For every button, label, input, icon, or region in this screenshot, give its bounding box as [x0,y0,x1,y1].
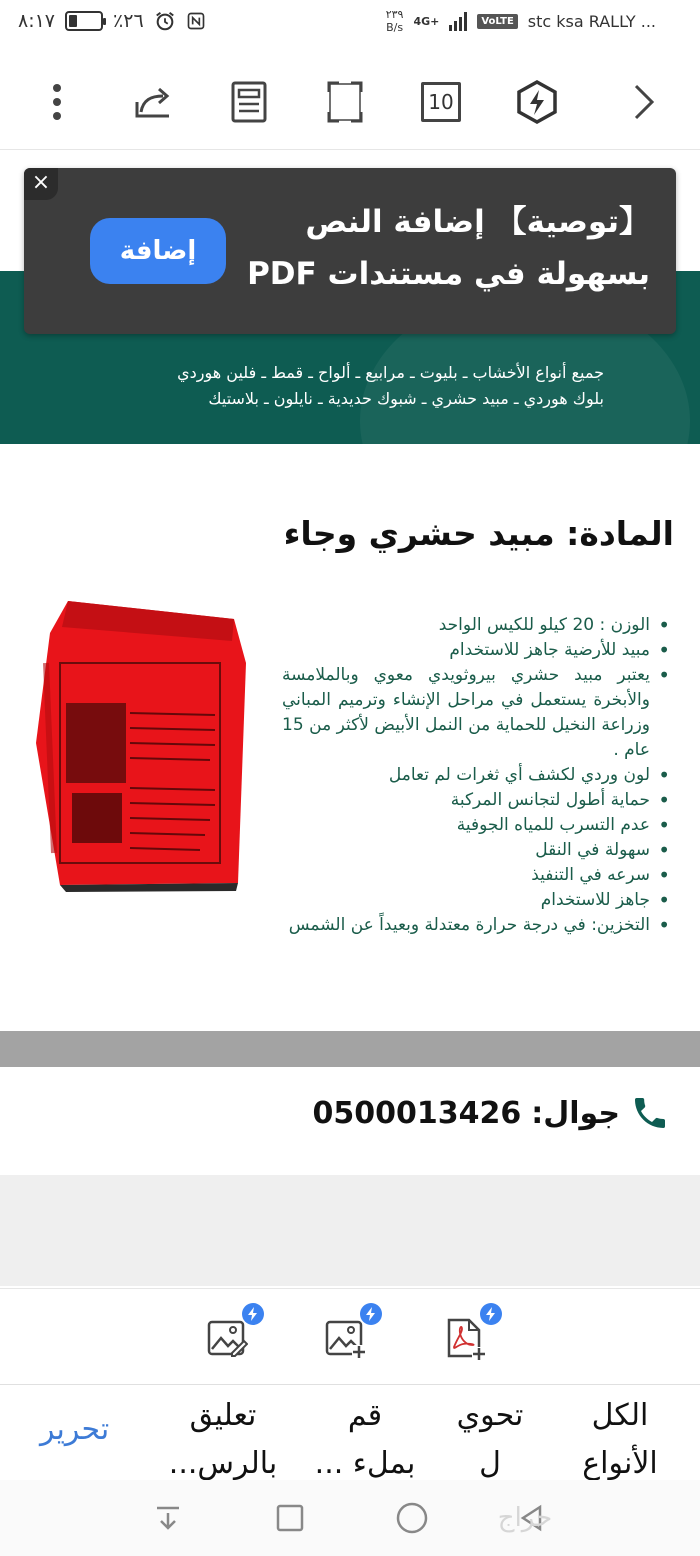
suggestion-line: بالرس... [168,1446,278,1480]
bolt-icon [480,1303,502,1325]
edit-tools-bar [0,1288,700,1385]
image-edit-icon[interactable] [206,1317,256,1367]
promo-banner [24,168,676,334]
suggestion-word[interactable] [560,1392,680,1480]
close-icon[interactable]: × [24,168,58,200]
hero-line-1: جميع أنواع الأخشاب ـ بليوت ـ مرابيع ـ ألواح ـ قمط ـ فلين هوردي [177,363,604,382]
material-title: المادة: مبيد حشري وجاء [283,514,674,553]
suggestion-word[interactable] [300,1392,430,1480]
spec-item: • التخزين: في درجة حرارة معتدلة وبعيداً عن الشمس [282,913,674,938]
net-speed-value: ٢٣٩ [385,8,404,21]
suggestion-word[interactable] [168,1392,278,1480]
signal-icon [449,11,467,31]
volte-badge: VoLTE [477,14,517,29]
edit-text-button[interactable]: تحرير [40,1412,110,1447]
bolt-icon [360,1303,382,1325]
suggestion-word[interactable] [440,1392,540,1480]
image-add-icon[interactable] [324,1317,374,1367]
share-icon[interactable] [128,77,178,127]
recents-icon[interactable] [270,1498,310,1538]
page-count: 10 [421,82,461,122]
suggestion-line: الكل [591,1398,649,1433]
alarm-icon [154,10,176,32]
pdf-toolbar [0,55,700,150]
net-speed [386,8,404,34]
contact-row [313,1093,671,1133]
ai-bolt-icon[interactable] [512,77,562,127]
phone-icon [630,1093,670,1133]
suggestion-line: ل [479,1446,501,1480]
spec-item: • سهولة في النقل [282,838,674,863]
product-bag-image [20,593,250,893]
bolt-icon [242,1303,264,1325]
spec-item: • مبيد للأرضية جاهز للاستخدام [282,638,674,663]
battery-icon [65,11,103,31]
fullscreen-icon[interactable] [320,77,370,127]
spec-item: • جاهز للاستخدام [282,888,674,913]
battery-percent: ٪٢٦ [113,10,144,32]
carrier-name: stc ksa RALLY ... [527,11,656,31]
hide-nav-icon[interactable] [148,1498,188,1538]
spec-item: • حماية أطول لتجانس المركبة [282,788,674,813]
spec-item: • لون وردي لكشف أي ثغرات لم تعامل [282,763,674,788]
net-speed-unit: B/s [386,21,404,34]
watermark-text: حراج [497,1503,553,1533]
nfc-icon [186,11,206,31]
haraj-watermark-logo [480,1498,570,1538]
contact-label: جوال: [531,1095,620,1131]
promo-text: 【توصية】 إضافة النص بسهولة في مستندات PDF [247,204,650,292]
phone-number: 0500013426 [312,1095,522,1131]
divider-band [0,1031,700,1067]
spec-item: • يعتبر مبيد حشري بيروثويدي معوي وبالملامسة والأبخرة يستعمل في مراحل الإنشاء وترميم المباني وزراعة النخيل للحماية من النمل الأبيض لأكثر من 15 عام . [282,663,674,763]
home-icon[interactable] [392,1498,432,1538]
product-specs [282,613,674,938]
navigation-bar [0,1480,700,1556]
suggestion-bar [0,1386,700,1480]
more-vert-icon[interactable] [32,77,82,127]
suggestion-line: قم [347,1398,383,1433]
spec-item: • عدم التسرب للمياه الجوفية [282,813,674,838]
status-left [18,10,206,32]
pdf-page [0,151,700,1286]
suggestion-line: الأنواع [582,1446,658,1480]
suggestion-line: بملء ... [314,1446,416,1480]
suggestion-line: تحوي [456,1398,524,1433]
pdf-add-icon[interactable] [444,1317,494,1367]
page-gap [0,1175,700,1286]
spec-item: • الوزن : 20 كيلو للكيس الواحد [282,613,674,638]
network-type: 4G+ [413,14,440,28]
reader-mode-icon[interactable] [224,77,274,127]
status-right [386,8,656,34]
spec-item: • سرعه في التنفيذ [282,863,674,888]
status-bar [0,0,700,50]
hero-line-2: بلوك هوردي ـ مبيد حشري ـ شبوك حديدية ـ نايلون ـ بلاستيك [208,389,604,408]
add-button[interactable]: إضافة [90,218,226,284]
status-time: ٨:١٧ [18,10,56,32]
suggestion-line: تعليق [189,1398,257,1433]
page-count-icon[interactable] [416,77,466,127]
next-arrow-icon[interactable] [618,77,668,127]
